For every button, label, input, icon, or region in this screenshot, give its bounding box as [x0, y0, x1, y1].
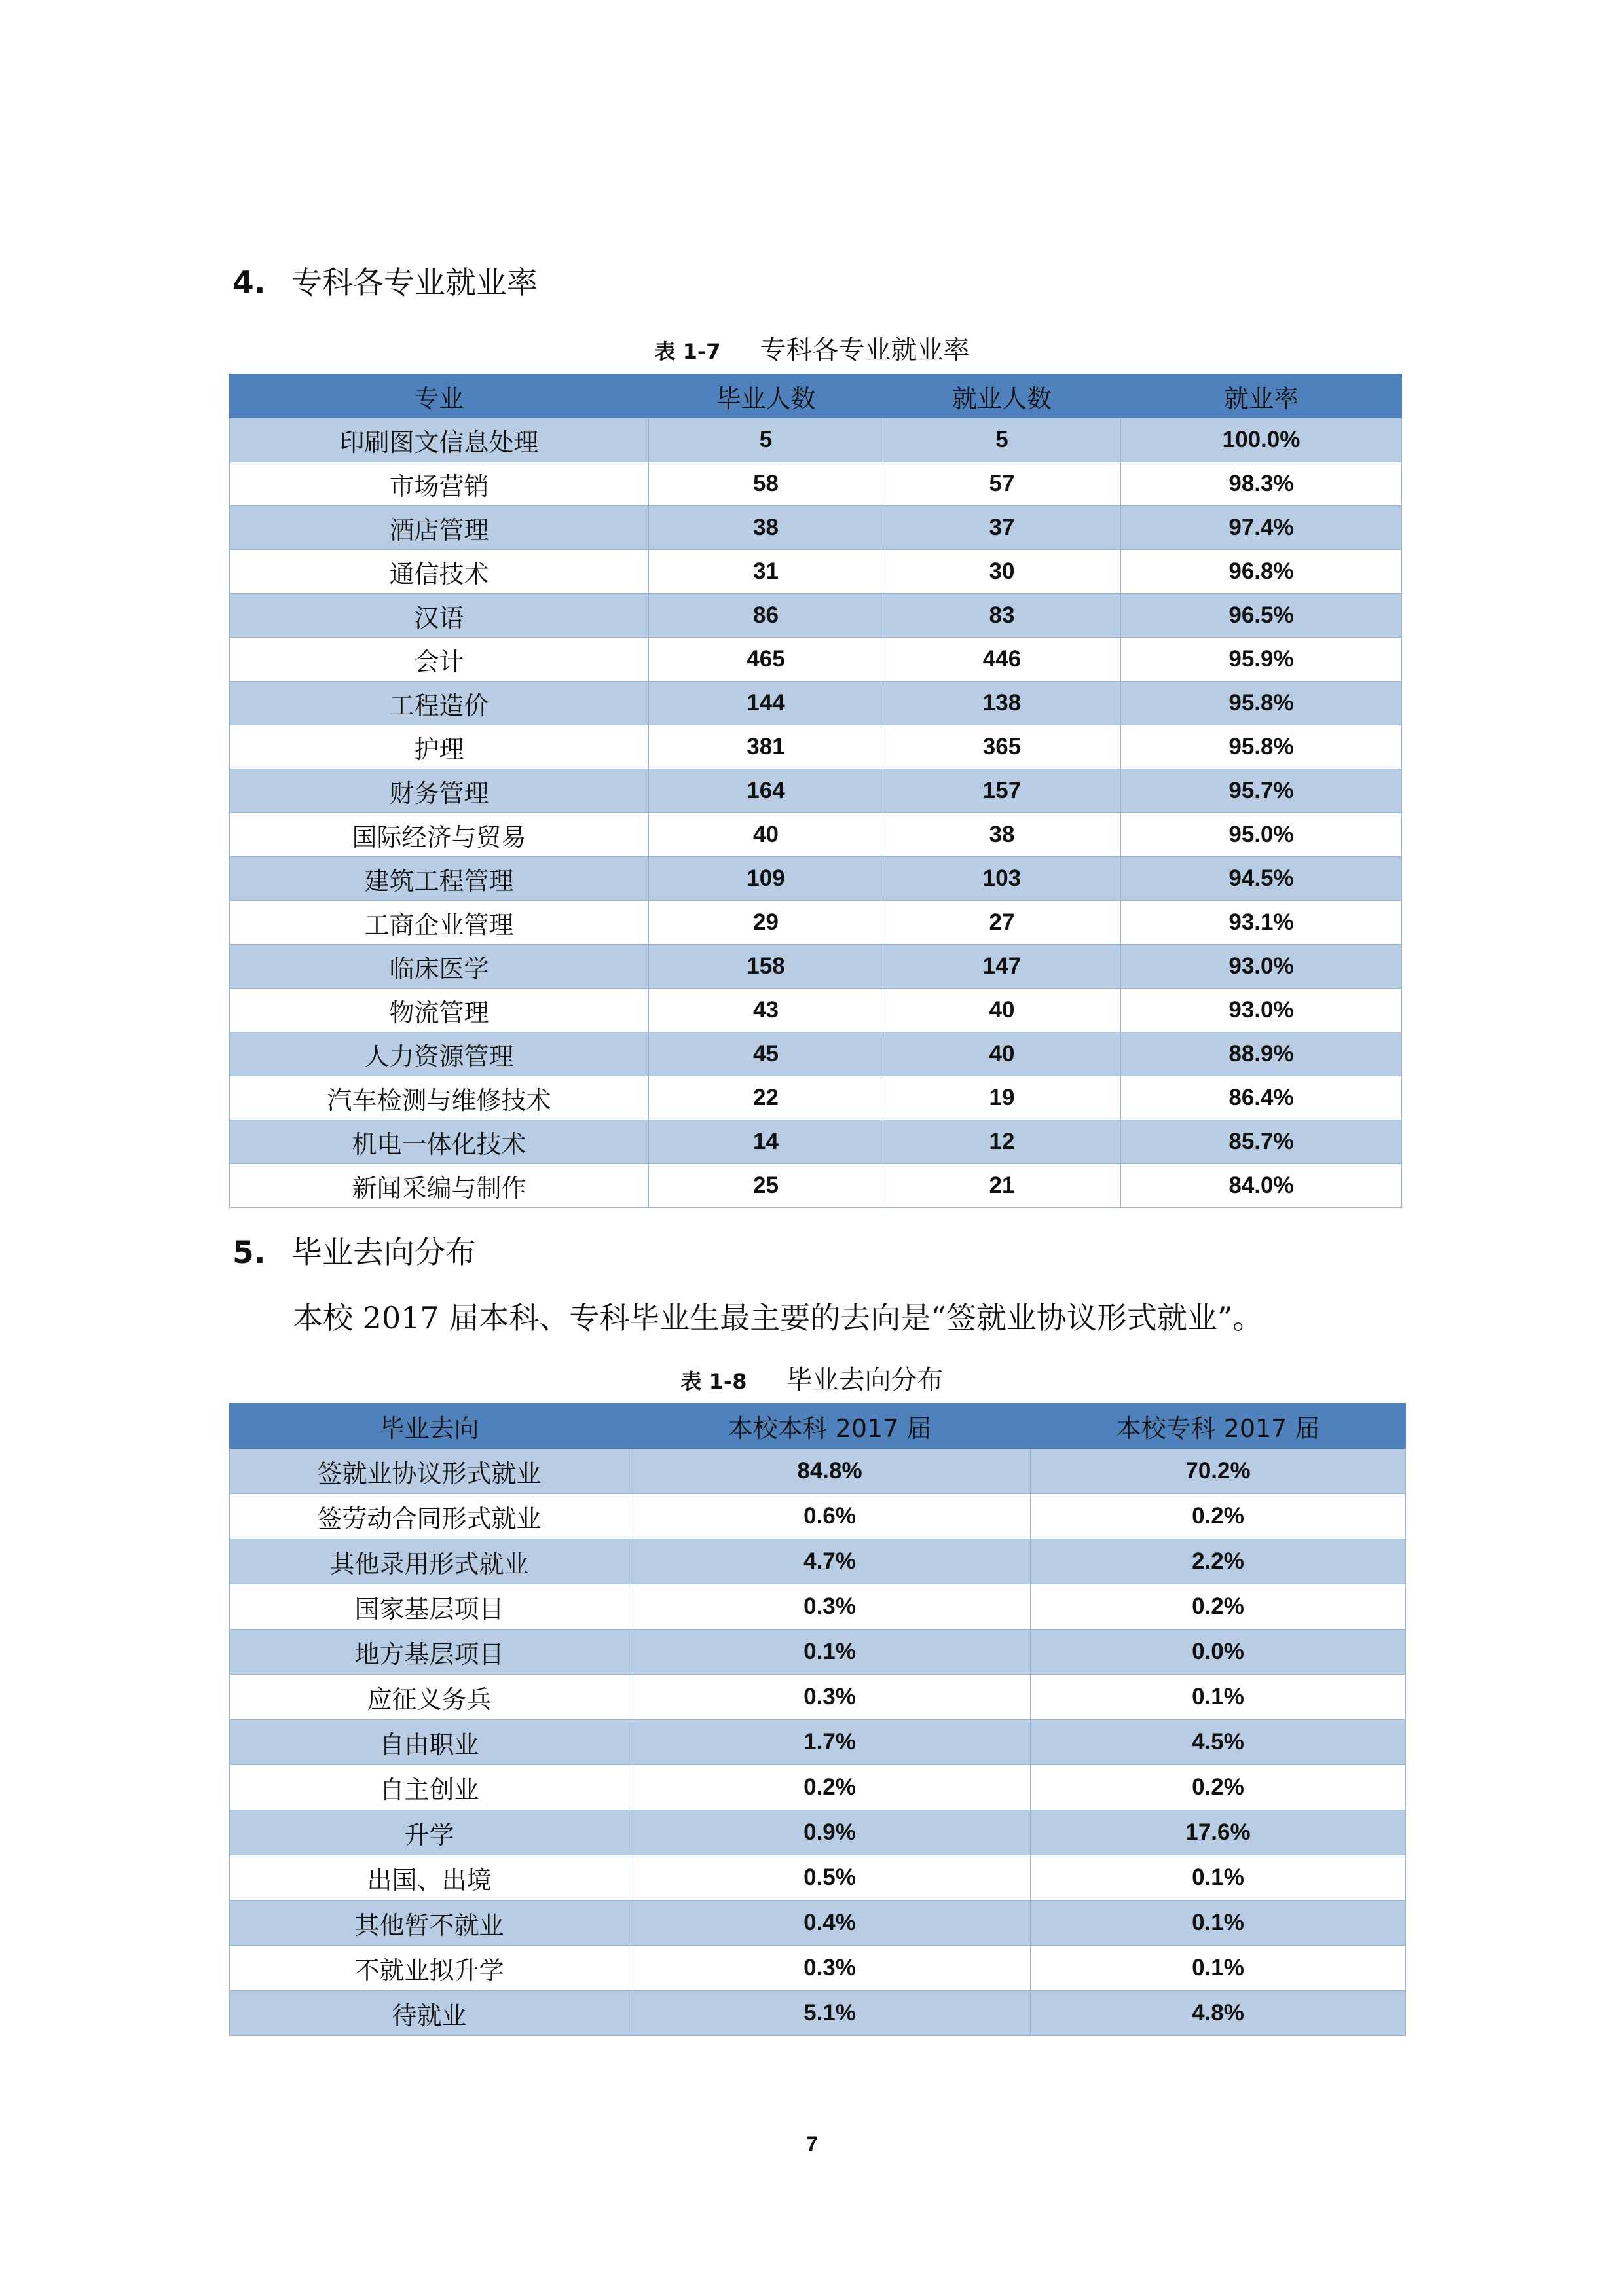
cell-college: 0.0%: [1031, 1630, 1406, 1675]
cell-graduates: 86: [649, 594, 883, 638]
cell-undergrad: 0.4%: [629, 1901, 1031, 1946]
table-row: [230, 638, 1402, 682]
cell-destination: 自由职业: [230, 1720, 629, 1765]
cell-college: 0.1%: [1031, 1901, 1406, 1946]
cell-major: 人力资源管理: [230, 1032, 649, 1076]
cell-rate: 100.0%: [1121, 418, 1402, 462]
table-row: [230, 1630, 1406, 1675]
cell-rate: 97.4%: [1121, 506, 1402, 550]
table-row: [230, 769, 1402, 813]
table-1-8-caption: [0, 1364, 1624, 1398]
cell-graduates: 43: [649, 989, 883, 1032]
table-row: [230, 462, 1402, 506]
header-destination: 毕业去向: [230, 1404, 629, 1449]
table-row: [230, 550, 1402, 594]
table-row: [230, 1032, 1402, 1076]
cell-graduates: 40: [649, 813, 883, 857]
table-row: [230, 1076, 1402, 1120]
table-1-7-caption: [0, 334, 1624, 368]
cell-major: 酒店管理: [230, 506, 649, 550]
table-row: [230, 1449, 1406, 1494]
cell-major: 工程造价: [230, 682, 649, 725]
cell-college: 0.2%: [1031, 1765, 1406, 1810]
table-1-7-caption-title: 专科各专业就业率: [760, 335, 970, 365]
table-row: [230, 989, 1402, 1032]
page-number: 7: [806, 2132, 818, 2156]
cell-employed: 138: [883, 682, 1121, 725]
table-1-8-caption-title: 毕业去向分布: [786, 1365, 944, 1395]
cell-rate: 85.7%: [1121, 1120, 1402, 1164]
cell-employed: 446: [883, 638, 1121, 682]
cell-undergrad: 84.8%: [629, 1449, 1031, 1494]
cell-rate: 88.9%: [1121, 1032, 1402, 1076]
cell-college: 0.1%: [1031, 1946, 1406, 1991]
cell-rate: 95.0%: [1121, 813, 1402, 857]
cell-college: 4.8%: [1031, 1991, 1406, 2036]
section-4-heading: [232, 264, 538, 303]
cell-undergrad: 1.7%: [629, 1720, 1031, 1765]
table-row: [230, 1991, 1406, 2036]
header-employed: 就业人数: [883, 374, 1121, 418]
cell-employed: 19: [883, 1076, 1121, 1120]
cell-major: 汉语: [230, 594, 649, 638]
cell-destination: 其他暂不就业: [230, 1901, 629, 1946]
cell-employed: 83: [883, 594, 1121, 638]
cell-major: 会计: [230, 638, 649, 682]
section-5-title: 毕业去向分布: [291, 1235, 476, 1271]
table-row: [230, 1855, 1406, 1901]
table-row: [230, 1901, 1406, 1946]
table-row: [230, 813, 1402, 857]
header-graduates: 毕业人数: [649, 374, 883, 418]
cell-college: 0.2%: [1031, 1494, 1406, 1539]
table-header-row: [230, 1404, 1406, 1449]
cell-destination: 国家基层项目: [230, 1584, 629, 1630]
cell-employed: 21: [883, 1164, 1121, 1208]
cell-rate: 96.5%: [1121, 594, 1402, 638]
cell-undergrad: 0.3%: [629, 1946, 1031, 1991]
table-1-8-destination-distribution: [229, 1403, 1406, 2036]
table-row: [230, 1120, 1402, 1164]
cell-graduates: 144: [649, 682, 883, 725]
table-row: [230, 1494, 1406, 1539]
cell-employed: 147: [883, 945, 1121, 989]
cell-major: 物流管理: [230, 989, 649, 1032]
cell-employed: 38: [883, 813, 1121, 857]
table-row: [230, 1765, 1406, 1810]
cell-major: 机电一体化技术: [230, 1120, 649, 1164]
cell-college: 0.1%: [1031, 1675, 1406, 1720]
cell-major: 通信技术: [230, 550, 649, 594]
table-row: [230, 594, 1402, 638]
header-college-2017: 本校专科 2017 届: [1031, 1404, 1406, 1449]
table-1-7-caption-number: 表 1-7: [654, 339, 721, 364]
cell-major: 临床医学: [230, 945, 649, 989]
table-row: [230, 901, 1402, 945]
cell-employed: 103: [883, 857, 1121, 901]
cell-major: 工商企业管理: [230, 901, 649, 945]
cell-major: 市场营销: [230, 462, 649, 506]
cell-undergrad: 4.7%: [629, 1539, 1031, 1584]
section-5-paragraph: 本校 2017 届本科、专科毕业生最主要的去向是“签就业协议形式就业”。: [293, 1300, 1263, 1336]
section-4-number: 4.: [232, 265, 266, 301]
cell-employed: 157: [883, 769, 1121, 813]
cell-destination: 其他录用形式就业: [230, 1539, 629, 1584]
table-row: [230, 1675, 1406, 1720]
cell-destination: 签劳动合同形式就业: [230, 1494, 629, 1539]
cell-undergrad: 0.2%: [629, 1765, 1031, 1810]
table-row: [230, 945, 1402, 989]
cell-rate: 98.3%: [1121, 462, 1402, 506]
cell-destination: 升学: [230, 1810, 629, 1855]
cell-graduates: 38: [649, 506, 883, 550]
cell-college: 0.1%: [1031, 1855, 1406, 1901]
cell-college: 2.2%: [1031, 1539, 1406, 1584]
cell-graduates: 58: [649, 462, 883, 506]
cell-graduates: 465: [649, 638, 883, 682]
cell-major: 汽车检测与维修技术: [230, 1076, 649, 1120]
table-row: [230, 1539, 1406, 1584]
table-row: [230, 1810, 1406, 1855]
cell-undergrad: 0.3%: [629, 1675, 1031, 1720]
cell-college: 4.5%: [1031, 1720, 1406, 1765]
cell-college: 17.6%: [1031, 1810, 1406, 1855]
cell-major: 国际经济与贸易: [230, 813, 649, 857]
cell-rate: 94.5%: [1121, 857, 1402, 901]
cell-undergrad: 0.6%: [629, 1494, 1031, 1539]
cell-destination: 地方基层项目: [230, 1630, 629, 1675]
table-row: [230, 725, 1402, 769]
cell-major: 印刷图文信息处理: [230, 418, 649, 462]
cell-employed: 40: [883, 1032, 1121, 1076]
cell-employed: 5: [883, 418, 1121, 462]
cell-employed: 30: [883, 550, 1121, 594]
cell-rate: 95.8%: [1121, 725, 1402, 769]
cell-undergrad: 0.5%: [629, 1855, 1031, 1901]
table-1-7-employment-rate: [229, 374, 1402, 1208]
cell-major: 建筑工程管理: [230, 857, 649, 901]
cell-graduates: 45: [649, 1032, 883, 1076]
table-row: [230, 418, 1402, 462]
cell-college: 0.2%: [1031, 1584, 1406, 1630]
cell-destination: 自主创业: [230, 1765, 629, 1810]
section-4-title: 专科各专业就业率: [291, 265, 538, 301]
cell-major: 护理: [230, 725, 649, 769]
cell-graduates: 164: [649, 769, 883, 813]
header-undergrad-2017: 本校本科 2017 届: [629, 1404, 1031, 1449]
cell-rate: 95.8%: [1121, 682, 1402, 725]
header-rate: 就业率: [1121, 374, 1402, 418]
cell-undergrad: 0.1%: [629, 1630, 1031, 1675]
cell-graduates: 22: [649, 1076, 883, 1120]
cell-undergrad: 0.3%: [629, 1584, 1031, 1630]
cell-major: 财务管理: [230, 769, 649, 813]
cell-graduates: 31: [649, 550, 883, 594]
section-5-number: 5.: [232, 1235, 266, 1271]
cell-graduates: 381: [649, 725, 883, 769]
table-row: [230, 1720, 1406, 1765]
table-row: [230, 506, 1402, 550]
cell-employed: 37: [883, 506, 1121, 550]
table-row: [230, 682, 1402, 725]
cell-rate: 86.4%: [1121, 1076, 1402, 1120]
cell-graduates: 14: [649, 1120, 883, 1164]
table-1-8-caption-number: 表 1-8: [680, 1369, 747, 1394]
cell-graduates: 158: [649, 945, 883, 989]
cell-undergrad: 5.1%: [629, 1991, 1031, 2036]
cell-rate: 93.0%: [1121, 945, 1402, 989]
header-major: 专业: [230, 374, 649, 418]
cell-rate: 93.1%: [1121, 901, 1402, 945]
cell-employed: 57: [883, 462, 1121, 506]
table-row: [230, 1164, 1402, 1208]
cell-destination: 不就业拟升学: [230, 1946, 629, 1991]
cell-college: 70.2%: [1031, 1449, 1406, 1494]
cell-rate: 93.0%: [1121, 989, 1402, 1032]
table-row: [230, 857, 1402, 901]
cell-employed: 40: [883, 989, 1121, 1032]
cell-graduates: 25: [649, 1164, 883, 1208]
cell-destination: 待就业: [230, 1991, 629, 2036]
cell-major: 新闻采编与制作: [230, 1164, 649, 1208]
table-row: [230, 1946, 1406, 1991]
cell-destination: 应征义务兵: [230, 1675, 629, 1720]
cell-undergrad: 0.9%: [629, 1810, 1031, 1855]
cell-employed: 365: [883, 725, 1121, 769]
cell-rate: 96.8%: [1121, 550, 1402, 594]
cell-graduates: 109: [649, 857, 883, 901]
cell-rate: 95.7%: [1121, 769, 1402, 813]
cell-graduates: 5: [649, 418, 883, 462]
cell-employed: 27: [883, 901, 1121, 945]
table-header-row: [230, 374, 1402, 418]
section-5-heading: [232, 1233, 476, 1273]
cell-destination: 签就业协议形式就业: [230, 1449, 629, 1494]
table-row: [230, 1584, 1406, 1630]
cell-employed: 12: [883, 1120, 1121, 1164]
cell-rate: 84.0%: [1121, 1164, 1402, 1208]
cell-graduates: 29: [649, 901, 883, 945]
cell-rate: 95.9%: [1121, 638, 1402, 682]
cell-destination: 出国、出境: [230, 1855, 629, 1901]
